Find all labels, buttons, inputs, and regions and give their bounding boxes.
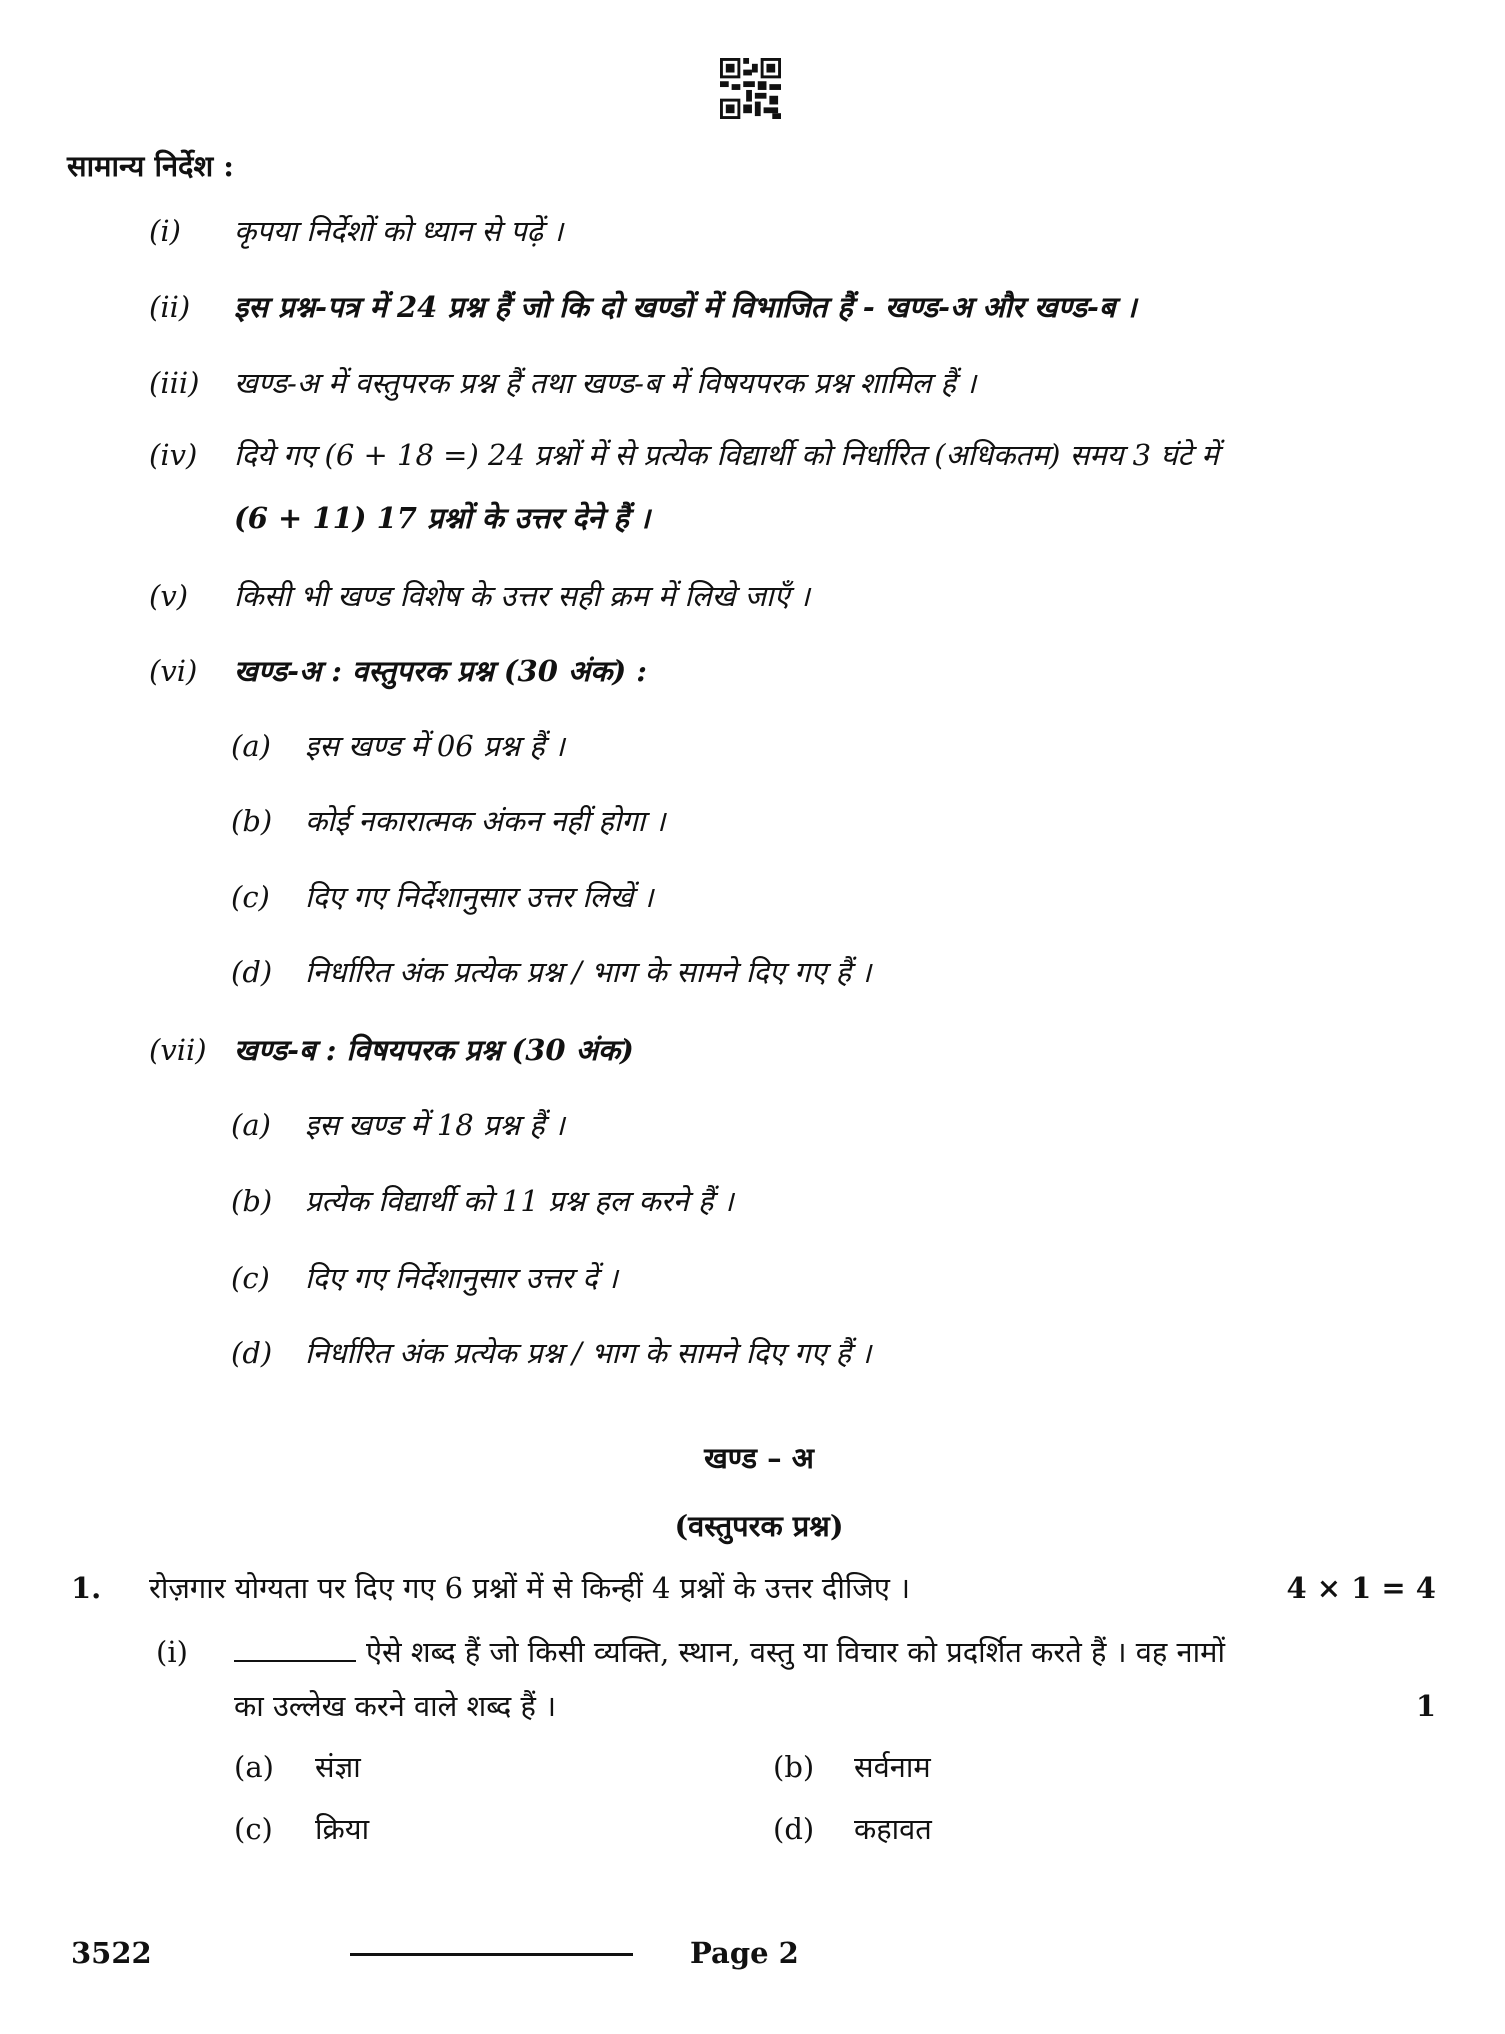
option-label: (c) — [234, 1812, 273, 1846]
part-label: (i) — [156, 1635, 188, 1669]
instruction-label: (i) — [149, 214, 181, 248]
sub-instruction-text: प्रत्येक विद्यार्थी को 11 प्रश्न हल करने हैं । — [305, 1184, 734, 1218]
option-label: (d) — [773, 1812, 815, 1846]
sub-instruction-text: निर्धारित अंक प्रत्येक प्रश्न / भाग के सामने दिए गए हैं । — [305, 1336, 872, 1370]
instruction-text: खण्ड-अ में वस्तुपरक प्रश्न हैं तथा खण्ड-ब में विषयपरक प्रश्न शामिल हैं । — [234, 366, 977, 400]
instruction-text: किसी भी खण्ड विशेष के उत्तर सही क्रम में लिखे जाएँ । — [234, 579, 810, 613]
general-instructions-heading: सामान्य निर्देश : — [67, 149, 234, 183]
sub-instruction-text: इस खण्ड में 06 प्रश्न हैं । — [305, 729, 565, 763]
option-text: सर्वनाम — [854, 1750, 931, 1784]
part-text-continued: का उल्लेख करने वाले शब्द हैं । — [234, 1689, 557, 1723]
sub-instruction-label: (c) — [231, 1261, 270, 1295]
instruction-text: इस प्रश्न-पत्र में 24 प्रश्न हैं जो कि दो खण्डों में विभाजित हैं - खण्ड-अ और खण्ड-ब । — [234, 290, 1137, 324]
sub-instruction-label: (c) — [231, 880, 270, 914]
question-marks: 4 × 1 = 4 — [1286, 1571, 1436, 1605]
instruction-label: (vii) — [149, 1033, 207, 1067]
instruction-text: कृपया निर्देशों को ध्यान से पढ़ें । — [234, 214, 564, 248]
option-label: (a) — [234, 1750, 274, 1784]
qr-code-icon — [720, 58, 781, 119]
question-text: रोज़गार योग्यता पर दिए गए 6 प्रश्नों में से किन्हीं 4 प्रश्नों के उत्तर दीजिए । — [149, 1571, 911, 1605]
fill-in-blank — [234, 1634, 356, 1662]
option-label: (b) — [773, 1750, 815, 1784]
paper-code: 3522 — [71, 1936, 152, 1970]
page-number: Page 2 — [690, 1936, 799, 1970]
option-text: कहावत — [854, 1812, 932, 1846]
sub-instruction-label: (a) — [231, 729, 271, 763]
instruction-label: (iii) — [149, 366, 200, 400]
instruction-label: (vi) — [149, 654, 198, 688]
option-text: संज्ञा — [315, 1750, 361, 1784]
instruction-label: (v) — [149, 579, 189, 613]
sub-instruction-text: दिए गए निर्देशानुसार उत्तर दें । — [305, 1261, 618, 1295]
footer-divider — [350, 1953, 633, 1956]
section-title: खण्ड – अ — [704, 1441, 814, 1475]
instruction-label: (iv) — [149, 438, 198, 472]
sub-instruction-text: कोई नकारात्मक अंकन नहीं होगा । — [305, 804, 666, 838]
instruction-text-continued: (6 + 11) 17 प्रश्नों के उत्तर देने हैं । — [234, 501, 650, 535]
sub-instruction-text: दिए गए निर्देशानुसार उत्तर लिखें । — [305, 880, 654, 914]
section-subtitle: (वस्तुपरक प्रश्न) — [674, 1509, 844, 1543]
sub-instruction-text: इस खण्ड में 18 प्रश्न हैं । — [305, 1108, 565, 1142]
instruction-text: खण्ड-अ : वस्तुपरक प्रश्न (30 अंक) : — [234, 654, 647, 688]
instruction-text: खण्ड-ब : विषयपरक प्रश्न (30 अंक) — [234, 1033, 634, 1067]
sub-instruction-text: निर्धारित अंक प्रत्येक प्रश्न / भाग के सामने दिए गए हैं । — [305, 955, 872, 989]
part-text: ऐसे शब्द हैं जो किसी व्यक्ति, स्थान, वस्तु या विचार को प्रदर्शित करते हैं । वह नामों — [366, 1635, 1226, 1669]
instruction-text: दिये गए (6 + 18 =) 24 प्रश्नों में से प्रत्येक विद्यार्थी को निर्धारित (अधिकतम) समय 3 घंटे में — [234, 438, 1219, 472]
part-marks: 1 — [1415, 1689, 1436, 1723]
option-text: क्रिया — [315, 1812, 370, 1846]
sub-instruction-label: (b) — [231, 1184, 273, 1218]
sub-instruction-label: (b) — [231, 804, 273, 838]
instruction-label: (ii) — [149, 290, 191, 324]
sub-instruction-label: (d) — [231, 1336, 273, 1370]
sub-instruction-label: (a) — [231, 1108, 271, 1142]
question-number: 1. — [71, 1571, 102, 1605]
sub-instruction-label: (d) — [231, 955, 273, 989]
